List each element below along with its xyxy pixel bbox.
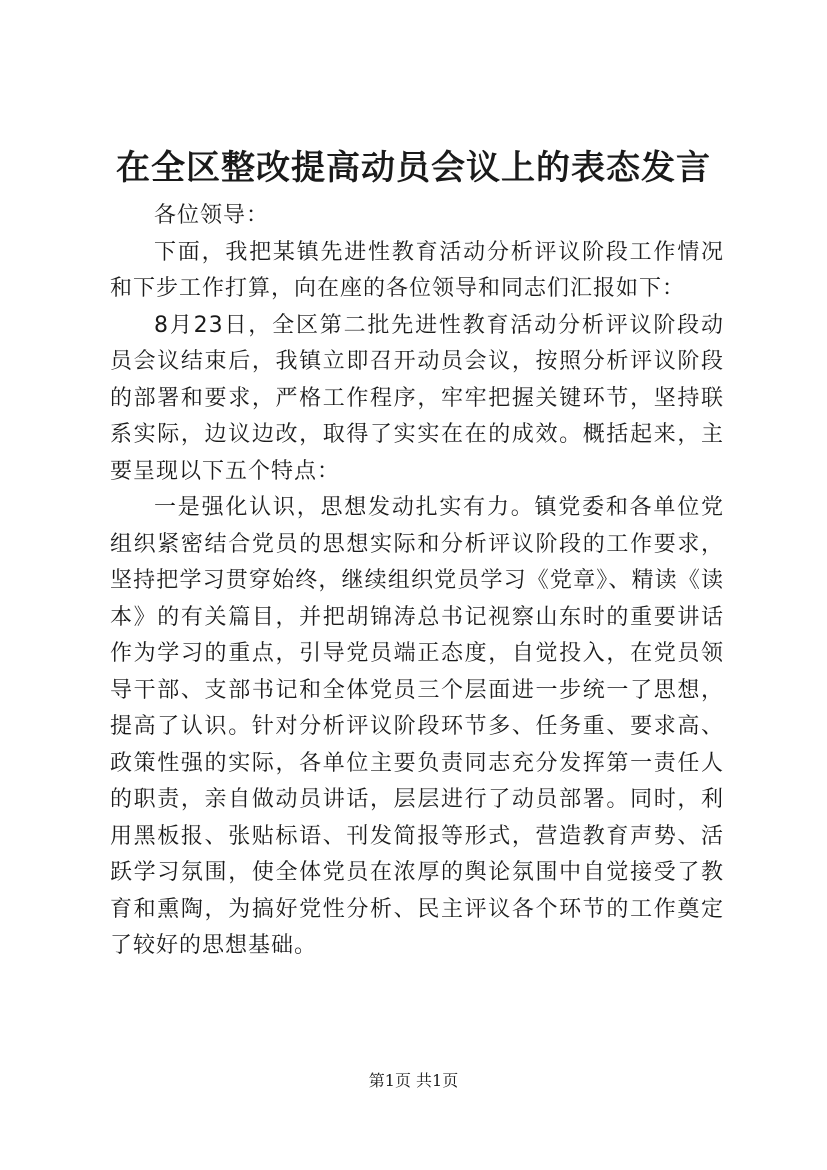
document-body (110, 198, 724, 965)
paragraph-report-intro: 下面，我把某镇先进性教育活动分析评议阶段工作情况和下步工作打算，向在座的各位领导和同志们汇报如下： (110, 239, 724, 301)
page-number-footer: 第1页 共1页 (368, 1071, 459, 1090)
document-title: 在全区整改提高动员会议上的表态发言 (116, 148, 711, 188)
salutation: 各位领导： (154, 203, 270, 228)
paragraph-meeting-summary: 8月23日，全区第二批先进性教育活动分析评议阶段动员会议结束后，我镇立即召开动员会议，按照分析评议阶段的部署和要求，严格工作程序，牢牢把握关键环节，坚持联系实际，边议边改，取得了实实在在的成效。概括起来，主要呈现以下五个特点： (110, 312, 724, 484)
paragraph-feature-one: 一是强化认识，思想发动扎实有力。镇党委和各单位党组织紧密结合党员的思想实际和分析评议阶段的工作要求，坚持把学习贯穿始终，继续组织党员学习《党章》、精读《读本》的有关篇目，并把胡锦涛总书记视察山东时的重要讲话作为学习的重点，引导党员端正态度，自觉投入，在党员领导干部、支部书记和全体党员三个层面进一步统一了思想，提高了认识。针对分析评议阶段环节多、任务重、要求高、政策性强的实际，各单位主要负责同志充分发挥第一责任人的职责，亲自做动员讲话，层层进行了动员部署。同时，利用黑板报、张贴标语、刊发简报等形式，营造教育声势、活跃学习氛围，使全体党员在浓厚的舆论氛围中自觉接受了教育和熏陶，为搞好党性分析、民主评议各个环节的工作奠定了较好的思想基础。 (110, 495, 724, 958)
